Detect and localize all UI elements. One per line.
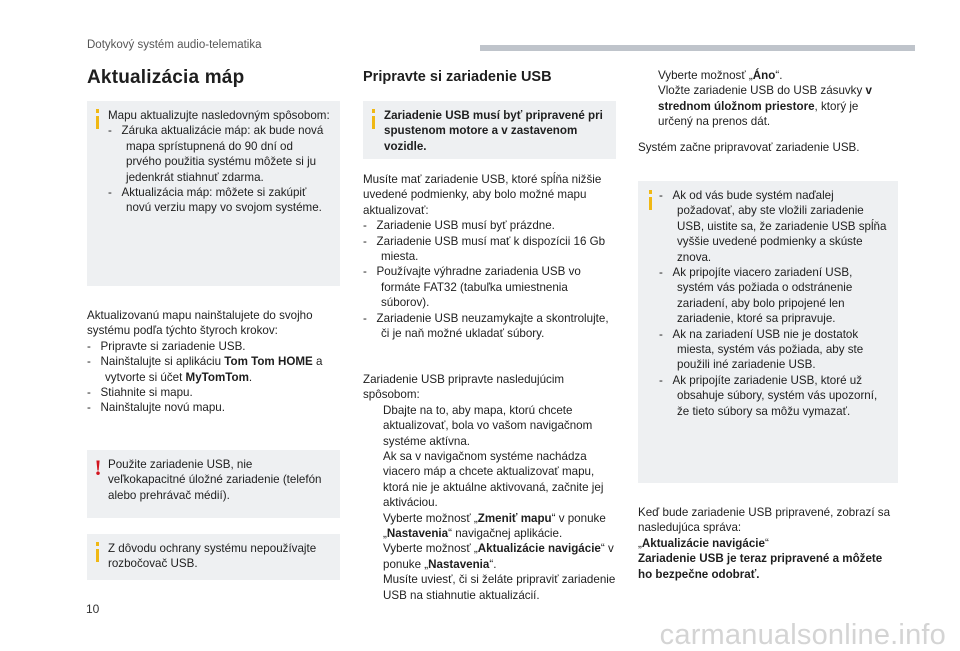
usb-requirements: Musíte mať zariadenie USB, ktoré spĺňa nižšie uvedené podmienky, aby bolo možné mapu aktualizovať: - Zariadenie USB musí byť prázdne. - Zariadenie USB musí mať k dispozícii 16 Gb miesta. - Používajte výhradne zariadenia USB vo formáte FAT32 (tabuľka umiestnenia súborov). - Zariadenie USB neuzamykajte a skontrolujte, či je naň možné ukladať súbory.	[363, 172, 619, 341]
info-text: Zariadenie USB musí byť pripravené pri spustenom motore a v zastavenom vozidle.	[384, 109, 603, 153]
step-item: - Nainštalujte novú mapu.	[87, 401, 225, 415]
step-item: - Nainštalujte si aplikáciu Tom Tom HOME a vytvorte si účet MyTomTom.	[87, 355, 323, 384]
info-item: - Aktualizácia máp: môžete si zakúpiť novú verziu mapy vo svojom systéme.	[108, 186, 322, 215]
info-intro: Mapu aktualizujte nasledovným spôsobom:	[108, 109, 330, 122]
page-number: 10	[86, 602, 100, 616]
info-item: - Ak od vás bude systém naďalej požadovať, aby ste vložili zariadenie USB, uistite sa, že zariadenie USB spĺňa vyššie uvedené podmienky a skúste znova.	[659, 189, 887, 264]
info-box-engine	[363, 101, 616, 159]
warning-icon: !	[94, 455, 102, 480]
info-box-hub	[87, 534, 340, 580]
prep-step: Vyberte možnosť „Zmeniť mapu“ v ponuke „Nastavenia“ navigačnej aplikácie.	[383, 511, 606, 541]
running-header: Dotykový systém audio-telematika	[87, 39, 262, 51]
prep-step: Vyberte možnosť „Áno“.	[658, 69, 783, 82]
info-icon	[93, 109, 103, 129]
info-item: - Záruka aktualizácie máp: ak bude nová mapa sprístupnená do 90 dní od prvého použitia systému môžete si ju jedenkrát stiahnuť zdarma.	[108, 124, 324, 184]
requirement-item: - Zariadenie USB musí mať k dispozícii 16 Gb miesta.	[363, 234, 606, 264]
watermark: carmanualsonline.info	[659, 618, 946, 651]
prep-step: Musíte uviesť, či si želáte pripraviť zariadenie USB na stiahnutie aktualizácií.	[383, 573, 616, 602]
usb-prep-steps-cont	[638, 68, 894, 130]
info-icon	[646, 190, 656, 210]
step-item: - Pripravte si zariadenie USB.	[87, 339, 246, 353]
info-item: - Ak na zariadení USB nie je dostatok miesta, systém vás požiada, aby ste použili iné zariadenie USB.	[659, 327, 864, 372]
ready-message: Keď bude zariadenie USB pripravené, zobrazí sa nasledujúca správa: „Aktualizácie navigácie“ Zariadenie USB je teraz pripravené a môžete ho bezpečne odobrať.	[638, 505, 894, 582]
requirement-item: - Zariadenie USB neuzamykajte a skontrolujte, či je naň možné ukladať súbory.	[363, 311, 609, 341]
info-item: - Ak pripojíte viacero zariadení USB, systém vás požiada o odstránenie zariadení, aby bolo pripojené len zariadenie, ktoré sa pripravuje.	[659, 266, 853, 326]
usb-prep-steps: Zariadenie USB pripravte nasledujúcim spôsobom: Dbajte na to, aby mapa, ktorú chcete aktualizovať, bola vo vašom navigačnom systéme aktívna. Ak sa v navigačnom systéme nachádza viacero máp a chcete aktualizovať mapu, ktorá nie je aktuálne aktivovaná, začnite jej aktiváciou. Vyberte možnosť „Zmeniť mapu“ v ponuke „Nastavenia“ navigačnej aplikácie. Vyberte možnosť „Aktualizácie navigácie“ v ponuke „Nastavenia“. Musíte uviesť, či si želáte pripraviť zariadenie USB na stiahnutie aktualizácií.	[363, 372, 619, 603]
info-icon	[93, 542, 103, 562]
header-bar	[480, 45, 915, 51]
section-title-map-update: Aktualizácia máp	[87, 67, 245, 88]
menu-name: „Aktualizácie navigácie“	[638, 536, 769, 550]
install-steps: Aktualizovanú mapu nainštalujete do svojho systému podľa týchto štyroch krokov: - Pripravte si zariadenie USB. - Nainštalujte si aplikáciu Tom Tom HOME a vytvorte si účet MyTomTom. - Stiahnite si mapu. - Nainštalujte novú mapu.	[87, 308, 340, 416]
requirement-item: - Používajte výhradne zariadenia USB vo formáte FAT32 (tabuľka umiestnenia súborov).	[363, 265, 581, 310]
ready-text: Zariadenie USB je teraz pripravené a môžete ho bezpečne odobrať.	[638, 552, 883, 581]
warning-box-usb	[87, 450, 340, 518]
info-icon	[369, 109, 379, 129]
section-title-prepare-usb: Pripravte si zariadenie USB	[363, 69, 552, 85]
info-box-troubleshoot	[638, 181, 898, 483]
step-item: - Stiahnite si mapu.	[87, 386, 193, 400]
requirement-item: - Zariadenie USB musí byť prázdne.	[363, 219, 555, 233]
prep-step: Dbajte na to, aby mapa, ktorú chcete aktualizovať, bola vo vašom navigačnom systéme aktívna.	[383, 403, 593, 448]
info-box-map-update	[87, 101, 340, 286]
prep-step-note: Ak sa v navigačnom systéme nachádza viacero máp a chcete aktualizovať mapu, ktorá nie je aktuálne aktivovaná, začnite jej aktiváciou.	[383, 450, 604, 510]
info-text: Z dôvodu ochrany systému nepoužívajte rozbočovač USB.	[108, 542, 317, 571]
prep-step: Vyberte možnosť „Aktualizácie navigácie“ v ponuke „Nastavenia“.	[383, 542, 614, 571]
system-message: Systém začne pripravovať zariadenie USB.	[638, 141, 860, 154]
warning-text: Použite zariadenie USB, nie veľkokapacitné úložné zariadenie (telefón alebo prehrávač médií).	[108, 458, 322, 502]
prep-step: Vložte zariadenie USB do USB zásuvky v strednom úložnom priestore, ktorý je určený na prenos dát.	[658, 84, 872, 129]
info-item: - Ak pripojíte zariadenie USB, ktoré už obsahuje súbory, systém vás upozorní, že tieto súbory sa môžu vymazať.	[659, 373, 878, 418]
